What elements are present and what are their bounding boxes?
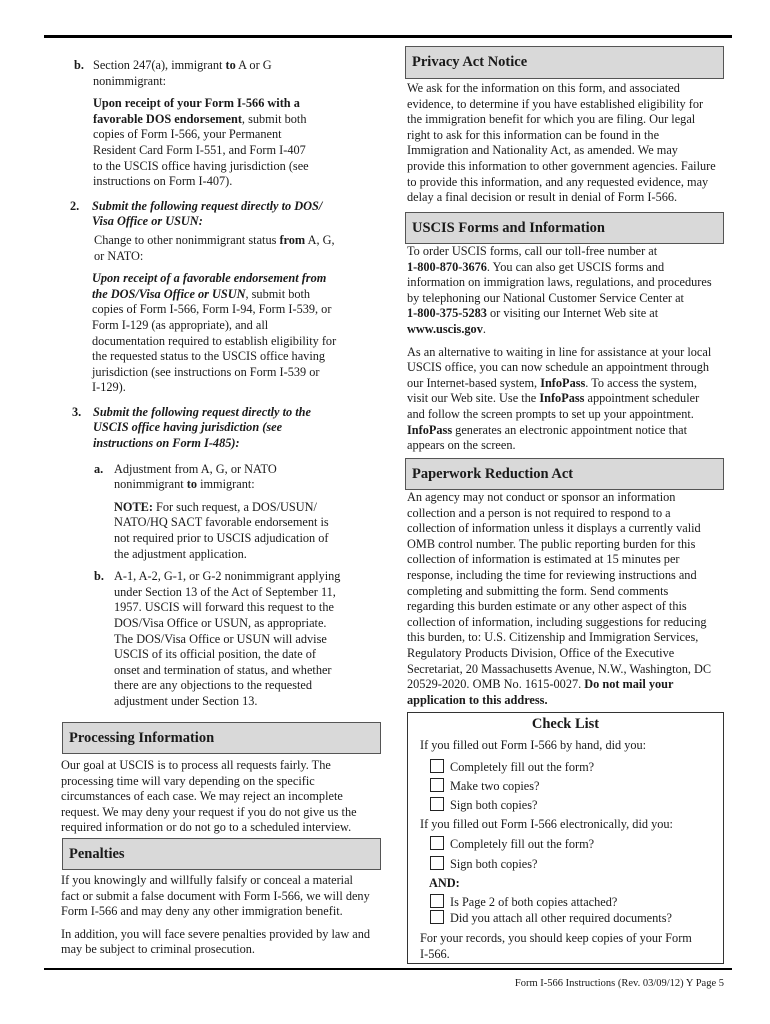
privacy-body: [407, 81, 737, 206]
text-line: Submit the following request directly to DOS/: [92, 198, 323, 213]
text-line: copies of Form I-566, your Permanent: [93, 127, 282, 142]
note-label: NOTE:: [114, 499, 153, 514]
left-column: b. Section 247(a), immigrant to A or G nonimmigrant: Upon receipt of your Form I-566 with a favorable DOS endorsement, submit both copies of Form I-566, your Permanent Resident Card Form I-551, and Form I-407 to the USCIS office having jurisdiction (see instructions on Form I-407). 2. Submit the following request directly to DOS/ Visa Office or USUN: Change to other nonimmigrant status from A, G, or NATO: Upon receipt of a favorable endorsement from the DOS/Visa Office or USUN, submit both copies of Form I-566, Form I-94, Form I-539, or Form I-129 (as appropriate), and all documentation required to establish eligibility for the requested status to the USCIS office having jurisdiction (see instructions on Form I-539 or I-129). 3. Submit the following request directly to the USCIS office having jurisdiction (see instructions on Form I-485): a. Adjustment from A, G, or NATO nonimmigrant to immigrant: NOTE: For such request, a DOS/USUN/ NATO/HQ SACT favorable endorsement is not required prior to USCIS adjudication of the adjustment application. b. A-1, A-2, G-1, or G-2 nonimmigrant applying under Section 13 of the Act of September 11, 1957. USCIS will forward this request to the DOS/Visa Office or USUN, as appropriate. The DOS/Visa Office or USUN will advise USCIS of its official position, the date of onset and termination of status, and whether there are any objections to the requested adjustment under Section 13.: [60, 58, 390, 710]
text-line: If you knowingly and willfully falsify or conceal a material: [61, 873, 353, 887]
text-line: OMB control number. The public reporting burden for this: [407, 536, 696, 551]
phone-number-ncsc: 1-800-375-5283: [407, 306, 487, 321]
text-line: not required prior to USCIS adjudication of: [114, 531, 329, 546]
top-rule: [44, 35, 732, 38]
penalties-body: [61, 873, 391, 958]
checklist-item[interactable]: Is Page 2 of both copies attached?: [430, 894, 617, 910]
text-line: Form I-129 (as appropriate), and all: [92, 317, 269, 332]
text-line: Immigration and Nationality Act, as amended. We may: [407, 143, 678, 158]
text-line: the DOS/Visa Office or USUN, submit both: [92, 286, 311, 301]
text-line: provide this information to other government agencies. Failure: [407, 158, 716, 173]
text-line: adjustment under Section 13.: [114, 693, 258, 708]
text-line: delay a final decision or result in denial of Form I-566.: [407, 190, 678, 205]
checklist-item[interactable]: Did you attach all other required documents?: [430, 910, 672, 926]
privacy-header: Privacy Act Notice: [405, 46, 724, 79]
note-body: [114, 515, 390, 562]
text-line: A-1, A-2, G-1, or G-2 nonimmigrant applying: [114, 569, 341, 584]
text-line: I-129).: [92, 380, 126, 395]
text-line: Submit the following request directly to the: [93, 404, 311, 419]
checklist-item[interactable]: Sign both copies?: [430, 797, 537, 813]
text-line: under Section 13 of the Act of September 11,: [114, 584, 336, 599]
text-line: jurisdiction (see instructions on Form I-539 or: [92, 364, 320, 379]
text-line: required information or do not go to a scheduled interview.: [61, 820, 352, 835]
text-line: Our goal at USCIS is to process all requests fairly. The: [61, 758, 331, 772]
item-2-body: [92, 302, 390, 396]
item-3-heading: [93, 405, 390, 452]
bottom-rule: [44, 968, 732, 970]
text-line: completing and submitting the form. Send comments: [407, 583, 669, 598]
text-line: Regulatory Products Division, Office of the Executive: [407, 645, 675, 660]
checklist-elec-question: If you filled out Form I-566 electronically, did you:: [420, 817, 673, 831]
processing-body: [61, 758, 391, 836]
text-line: collection of information, including suggestions for reducing: [407, 614, 707, 629]
text-line: In addition, you will face severe penalties provided by law and: [61, 926, 371, 941]
text-line: circumstances of each case. We may reject an incomplete: [61, 789, 343, 804]
item-b-body: [93, 127, 390, 189]
checkbox[interactable]: [430, 759, 444, 773]
checkbox[interactable]: [430, 836, 444, 850]
text-line: to provide this information, and any requested evidence, may: [407, 174, 709, 189]
text-line: evidence, to determine if you have established eligibility for: [407, 96, 704, 111]
item-3a-label: a.: [94, 461, 104, 476]
item-b-label: b.: [74, 58, 84, 72]
text-line: Resident Card Form I-551, and Form I-407: [93, 142, 306, 157]
text-line: USCIS office having jurisdiction (see: [93, 420, 283, 435]
text-line: onset and termination of status, and whether: [114, 662, 332, 677]
text-line: regarding this burden estimate or any other aspect of this: [407, 599, 687, 614]
checklist-item[interactable]: Completely fill out the form?: [430, 759, 594, 775]
checkbox[interactable]: [430, 894, 444, 908]
text-line: collection of information is estimated at 15 minutes per: [407, 552, 680, 567]
paperwork-header: Paperwork Reduction Act: [405, 458, 724, 490]
text-line: Secretariat, 20 Massachusetts Avenue, N.W., Washington, DC: [407, 661, 712, 676]
uscis-body: To order USCIS forms, call our toll-free number at 1-800-870-3676. You can also get USCIS forms and information on immigration laws, regulations, and procedures by telephoning our National Customer Service Center at 1-800-375-5283 or visiting our Internet Web site at www.uscis.gov. As an alternative to waiting in line for assistance at your local USCIS office, you can now schedule an appointment through our Internet-based system, InfoPass. To access the system, visit our Web site. Use the InfoPass appointment scheduler and follow the screen prompts to set up your appointment. InfoPass generates an electronic appointment notice that appears on the screen.: [407, 244, 712, 453]
text-line: documentation required to establish eligibility for: [92, 333, 337, 348]
item-3b-label: b.: [94, 569, 104, 584]
text-line: We ask for the information on this form, and associated: [407, 81, 680, 95]
text-line: collection and a person is not required to respond to a: [407, 505, 671, 520]
text-line: An agency may not conduct or sponsor an information: [407, 490, 676, 504]
text-line: 1957. USCIS will forward this request to the: [114, 600, 334, 615]
checklist-title: Check List: [531, 716, 600, 732]
uscis-website-link[interactable]: www.uscis.gov: [407, 321, 483, 336]
phone-number-forms: 1-800-870-3676: [407, 259, 487, 274]
text-line: I-566.: [420, 946, 450, 961]
text-line: For your records, you should keep copies of your Form: [420, 931, 692, 945]
text-line: the immigration benefit for which you are filing. Our legal: [407, 112, 696, 127]
text-line: response, including the time for reviewing instructions and: [407, 567, 697, 582]
text-line: processing time will vary depending on the specific: [61, 773, 315, 788]
text-line: DOS/Visa Office or USUN, as appropriate.: [114, 616, 327, 630]
page-footer: Form I-566 Instructions (Rev. 03/09/12) Y Page 5: [514, 978, 724, 989]
uscis-header: USCIS Forms and Information: [405, 212, 724, 244]
item-2-number: 2.: [70, 198, 80, 213]
penalties-header: Penalties: [62, 838, 381, 870]
item-2-upon: [92, 271, 390, 302]
text-line: Upon receipt of a favorable endorsement from: [92, 271, 327, 286]
text-line: to the USCIS office having jurisdiction (see: [93, 158, 309, 173]
text-line: Visa Office or USUN:: [92, 214, 203, 229]
text-line: fact or submit a false document with Form I-566, we will deny: [61, 888, 370, 903]
paperwork-body: An agency may not conduct or sponsor an information collection and a person is not required to respond to a collection of information unless it displays a currently valid OMB control number. The public reporting burden for this collection of information is estimated at 15 minutes per response, including the time for reviewing instructions and completing and submitting the form. Send comments regarding this burden estimate or any other aspect of this collection of information, including suggestions for reducing this burden, to: U.S. Citizenship and Immigration Services, Regulatory Products Division, Office of the Executive Secretariat, 20 Massachusetts Avenue, N.W., Washington, DC 20529-2020. OMB No. 1615-0027. Do not mail your application to this address.: [407, 490, 737, 708]
text-line: the adjustment application.: [114, 546, 247, 561]
checklist-item[interactable]: Make two copies?: [430, 778, 539, 794]
checkbox[interactable]: [430, 797, 444, 811]
text-line: this burden, to: U.S. Citizenship and Immigration Services,: [407, 630, 699, 645]
processing-header: Processing Information: [62, 722, 381, 754]
item-2-heading: [92, 199, 390, 230]
text-line: there are any objections to the requested: [114, 678, 313, 693]
text-line: Form I-566 and may deny any other immigration benefit.: [61, 904, 343, 919]
text-line: instructions on Form I-407).: [93, 174, 233, 189]
checklist-item[interactable]: Sign both copies?: [430, 856, 537, 872]
text-line: the requested status to the USCIS office having: [92, 349, 326, 364]
text-line: instructions on Form I-485):: [93, 436, 240, 451]
text-line: NATO/HQ SACT favorable endorsement is: [114, 515, 329, 530]
checkbox[interactable]: [430, 910, 444, 924]
text-line: request. We may deny your request if you do not give us the: [61, 804, 357, 819]
checklist-footer: [420, 931, 692, 962]
item-3-number: 3.: [72, 404, 82, 419]
checklist-item[interactable]: Completely fill out the form?: [430, 836, 594, 852]
text-line: copies of Form I-566, Form I-94, Form I-539, or: [92, 302, 332, 317]
text-line: USCIS of its official position, the date of: [114, 647, 316, 662]
checklist-hand-question: If you filled out Form I-566 by hand, did you:: [420, 738, 647, 752]
text-line: collection of information unless it displays a currently valid: [407, 521, 701, 536]
checkbox[interactable]: [430, 778, 444, 792]
checkbox[interactable]: [430, 856, 444, 870]
text-line: may be subject to criminal prosecution.: [61, 942, 255, 957]
item-3b-body: [114, 569, 390, 709]
text-line: The DOS/Visa Office or USUN will advise: [114, 631, 327, 646]
checklist-and: AND:: [429, 876, 460, 890]
text-line: right to ask for this information can be found in the: [407, 127, 660, 142]
